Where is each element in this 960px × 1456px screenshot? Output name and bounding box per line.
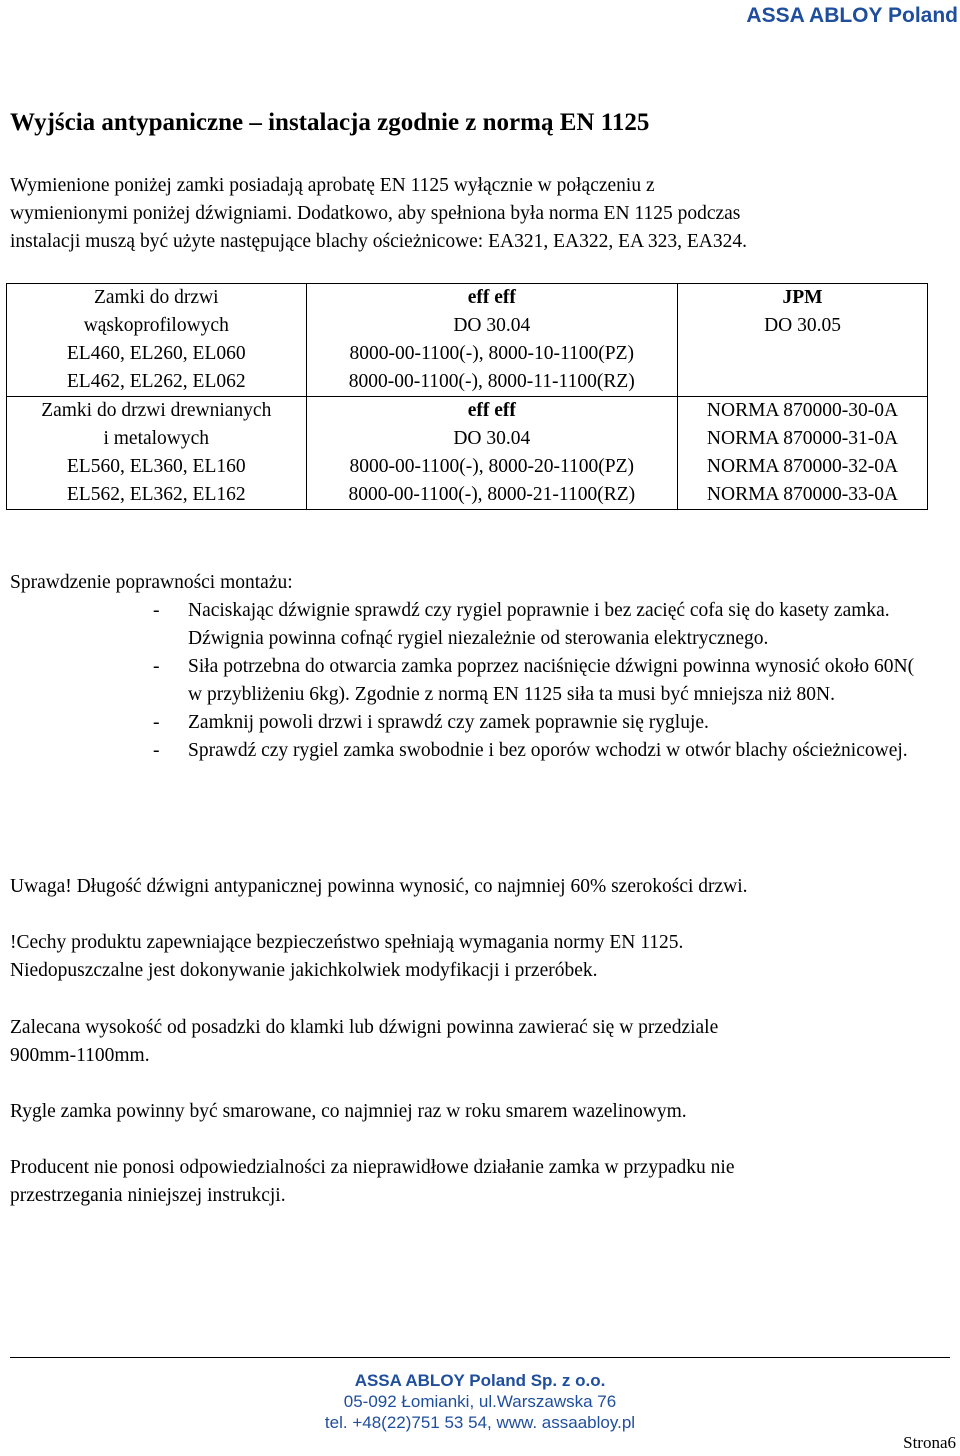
liability-line-2: przestrzegania niniejszej instrukcji. — [10, 1185, 286, 1206]
table-row-narrow-header — [7, 284, 928, 341]
intro-paragraph — [10, 172, 950, 256]
liability-line-1: Producent nie ponosi odpowiedzialności za nieprawidłowe działanie zamka w przypadku nie — [10, 1157, 735, 1178]
list-item-text: Zamknij powoli drzwi i sprawdź czy zamek poprawnie się rygluje. — [188, 712, 709, 733]
page-title: Wyjścia antypaniczne – instalacja zgodnie z normą EN 1125 — [10, 109, 650, 136]
intro-line-3: instalacji muszą być użyte następujące blachy ościeżnicowe: EA321, EA322, EA 323, EA324. — [10, 231, 747, 252]
cell-text: NORMA 870000-31-0A — [706, 428, 899, 449]
cell-lock-models: EL560, EL360, EL160 — [7, 453, 307, 481]
list-item — [10, 709, 950, 737]
table-row — [7, 340, 928, 368]
table-row-wood-header — [7, 397, 928, 454]
list-item — [10, 653, 950, 709]
cell-lock-models: EL462, EL262, EL062 — [7, 368, 307, 397]
height-line-1: Zalecana wysokość od posadzki do klamki lub dźwigni powinna zawierać się w przedziale — [10, 1017, 719, 1038]
features-line-2: Niedopuszczalne jest dokonywanie jakichkolwiek modyfikacji i przeróbek. — [10, 960, 598, 981]
features-note — [10, 929, 950, 985]
footer-contact: tel. +48(22)751 53 54, www. assaabloy.pl — [324, 1413, 636, 1432]
grease-note: Rygle zamka powinny być smarowane, co najmniej raz w roku smarem wazelinowym. — [10, 1101, 687, 1122]
cell-lock-models: EL562, EL362, EL162 — [7, 481, 307, 510]
cell-narrow-header-effeff — [306, 284, 678, 341]
list-item-text: Naciskając dźwignie sprawdź czy rygiel poprawnie i bez zacięć cofa się do kasety zamka. Dźwignia powinna cofnąć rygiel niezależnie od sterowania elektrycznego. — [188, 600, 890, 649]
cell-text: Zamki do drzwi drewnianych — [41, 400, 272, 421]
height-line-2: 900mm-1100mm. — [10, 1045, 150, 1066]
dash-bullet: - — [153, 712, 160, 733]
footer-company: ASSA ABLOY Poland Sp. z o.o. — [354, 1371, 606, 1390]
dash-bullet: - — [153, 656, 160, 677]
list-item — [10, 737, 950, 765]
dash-bullet: - — [153, 740, 160, 761]
cell-norma-codes: NORMA 870000-33-0A — [678, 481, 928, 510]
locks-table — [6, 283, 928, 510]
intro-line-1: Wymienione poniżej zamki posiadają aprobatę EN 1125 wyłącznie w połączeniu z — [10, 175, 655, 196]
cell-jpm-codes — [678, 368, 928, 397]
page-number: Strona6 — [903, 1433, 956, 1452]
footer-address: 05-092 Łomianki, ul.Warszawska 76 — [343, 1392, 617, 1411]
list-item-text: Sprawdź czy rygiel zamka swobodnie i bez oporów wchodzi w otwór blachy ościeżnicowej. — [188, 740, 908, 761]
liability-note — [10, 1154, 950, 1210]
footer — [0, 1370, 960, 1433]
dash-bullet: - — [153, 600, 160, 621]
cell-narrow-header-locks — [7, 284, 307, 341]
cell-text: DO 30.04 — [453, 315, 531, 336]
header-brand: ASSA ABLOY Poland — [746, 4, 958, 27]
cell-wood-header-norma — [678, 397, 928, 454]
cell-norma-codes: NORMA 870000-32-0A — [678, 453, 928, 481]
cell-wood-header-effeff — [306, 397, 678, 454]
features-line-1: !Cechy produktu zapewniające bezpieczeństwo spełniają wymagania normy EN 1125. — [10, 932, 684, 953]
height-note — [10, 1014, 950, 1070]
cell-jpm-codes — [678, 340, 928, 368]
cell-effeff-codes: 8000-00-1100(-), 8000-11-1100(RZ) — [306, 368, 678, 397]
list-item-text: Siła potrzebna do otwarcia zamka poprzez naciśnięcie dźwigni powinna wynosić około 60N( w przybliżeniu 6kg). Zgodnie z normą EN 1125 siła ta musi być mniejsza niż 80N. — [188, 656, 915, 705]
checks-heading: Sprawdzenie poprawności montażu: — [10, 572, 293, 593]
cell-text: Zamki do drzwi — [93, 287, 219, 308]
intro-line-2: wymienionymi poniżej dźwigniami. Dodatkowo, aby spełniona była norma EN 1125 podczas — [10, 203, 741, 224]
cell-text: eff eff — [467, 400, 516, 421]
cell-text: DO 30.05 — [764, 315, 841, 336]
cell-wood-header-locks — [7, 397, 307, 454]
installation-checks — [10, 569, 950, 765]
cell-effeff-codes: 8000-00-1100(-), 8000-21-1100(RZ) — [306, 481, 678, 510]
cell-text: eff eff — [467, 287, 516, 308]
cell-text: JPM — [782, 287, 823, 308]
cell-effeff-codes: 8000-00-1100(-), 8000-10-1100(PZ) — [306, 340, 678, 368]
cell-text: wąskoprofilowych — [83, 315, 229, 336]
table-row — [7, 481, 928, 510]
table-row — [7, 453, 928, 481]
cell-effeff-codes: 8000-00-1100(-), 8000-20-1100(PZ) — [306, 453, 678, 481]
cell-text: NORMA 870000-30-0A — [706, 400, 899, 421]
list-item — [10, 597, 950, 653]
cell-lock-models: EL460, EL260, EL060 — [7, 340, 307, 368]
table-row — [7, 368, 928, 397]
cell-narrow-header-jpm — [678, 284, 928, 341]
checks-list — [10, 597, 950, 765]
cell-text: i metalowych — [103, 428, 210, 449]
warning-note: Uwaga! Długość dźwigni antypanicznej powinna wynosić, co najmniej 60% szerokości drzwi. — [10, 876, 748, 897]
footer-divider — [10, 1357, 950, 1358]
cell-text: DO 30.04 — [453, 428, 531, 449]
